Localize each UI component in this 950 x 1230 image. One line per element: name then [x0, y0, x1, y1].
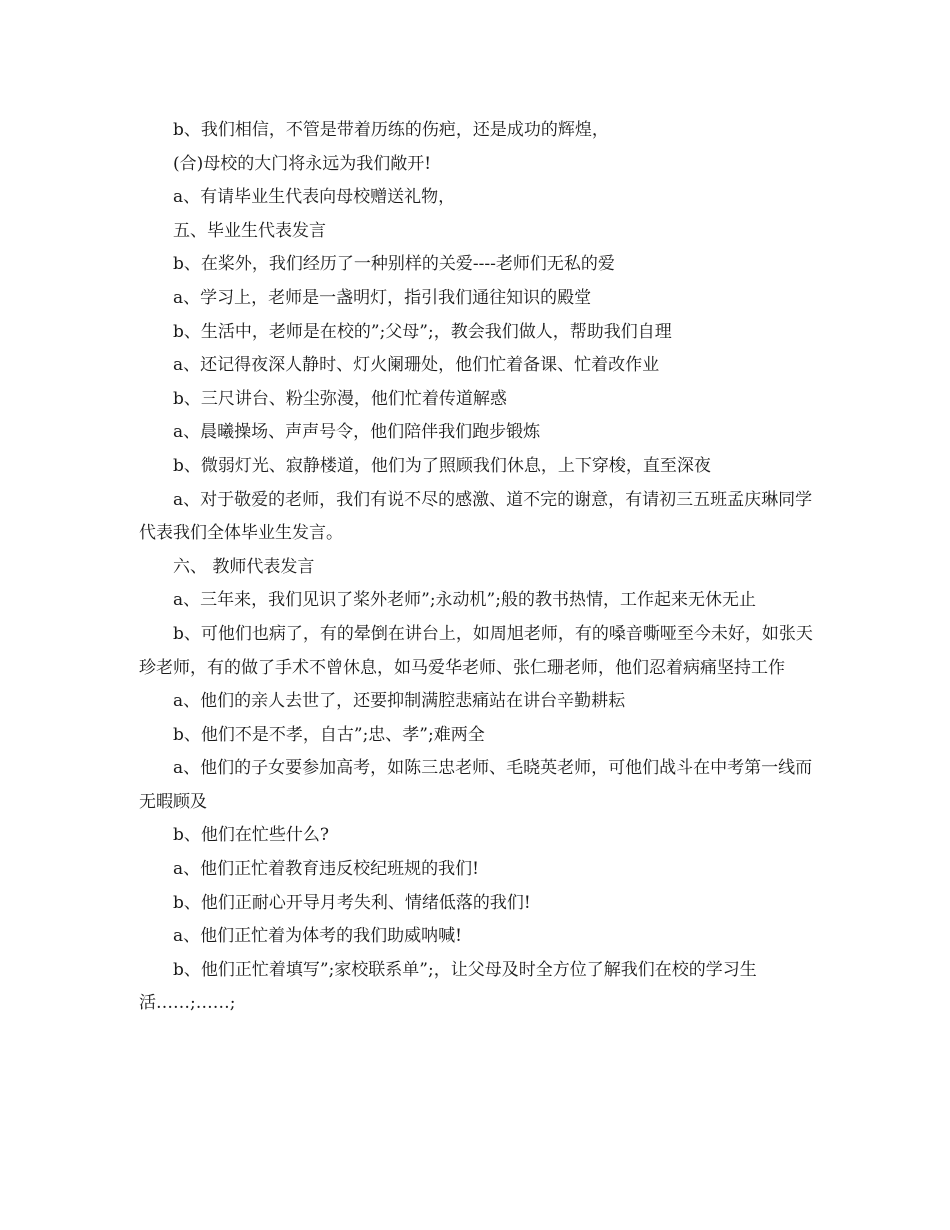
paragraph: a、学习上，老师是一盏明灯，指引我们通往知识的殿堂 — [173, 287, 592, 308]
section-heading: 六、 教师代表发言 — [173, 556, 315, 577]
paragraph: a、他们正忙着为体考的我们助威呐喊! — [173, 926, 462, 947]
paragraph: b、他们正忙着填写”;家校联系单”;，让父母及时全方位了解我们在校的学习生活……;……; — [139, 959, 757, 1014]
paragraph: a、他们的子女要参加高考，如陈三忠老师、毛晓英老师，可他们战斗在中考第一线而无暇顾及 — [139, 758, 813, 812]
paragraph: a、还记得夜深人静时、灯火阑珊处，他们忙着备课、忙着改作业 — [173, 355, 660, 376]
paragraph: b、他们不是不孝，自古”;忠、孝”;难两全 — [173, 724, 485, 745]
document-body — [139, 114, 819, 1021]
paragraph: b、我们相信，不管是带着历练的伤疤，还是成功的辉煌， — [173, 120, 609, 140]
paragraph: a、三年来，我们见识了桨外老师”;永动机”;般的教书热情，工作起来无休无止 — [173, 590, 756, 611]
paragraph: b、他们正耐心开导月考失利、情绪低落的我们! — [173, 892, 531, 913]
section-heading: 五、毕业生代表发言 — [173, 220, 326, 241]
paragraph: b、在桨外，我们经历了一种别样的关爱----老师们无私的爱 — [173, 254, 615, 275]
paragraph: b、三尺讲台、粉尘弥漫，他们忙着传道解惑 — [173, 388, 507, 409]
paragraph: a、他们的亲人去世了，还要抑制满腔悲痛站在讲台辛勤耕耘 — [173, 691, 626, 712]
paragraph: b、他们在忙些什么? — [173, 825, 329, 846]
paragraph: (合)母校的大门将永远为我们敞开! — [173, 153, 432, 174]
paragraph: a、晨曦操场、声声号令，他们陪伴我们跑步锻炼 — [173, 422, 541, 443]
paragraph: a、有请毕业生代表向母校赠送礼物， — [173, 187, 456, 208]
paragraph: b、生活中，老师是在校的”;父母”;，教会我们做人，帮助我们自理 — [173, 321, 672, 342]
paragraph: a、他们正忙着教育违反校纪班规的我们! — [173, 859, 479, 880]
paragraph: b、微弱灯光、寂静楼道，他们为了照顾我们休息，上下穿梭，直至深夜 — [173, 455, 711, 476]
paragraph: a、对于敬爱的老师，我们有说不尽的感激、道不完的谢意，有请初三五班孟庆琳同学代表我们全体毕业生发言。 — [139, 489, 813, 544]
paragraph: b、可他们也病了，有的晕倒在讲台上，如周旭老师，有的嗓音嘶哑至今未好，如张天珍老师，有的做了手术不曾休息，如马爱华老师、张仁珊老师，他们忍着病痛坚持工作 — [139, 623, 813, 678]
